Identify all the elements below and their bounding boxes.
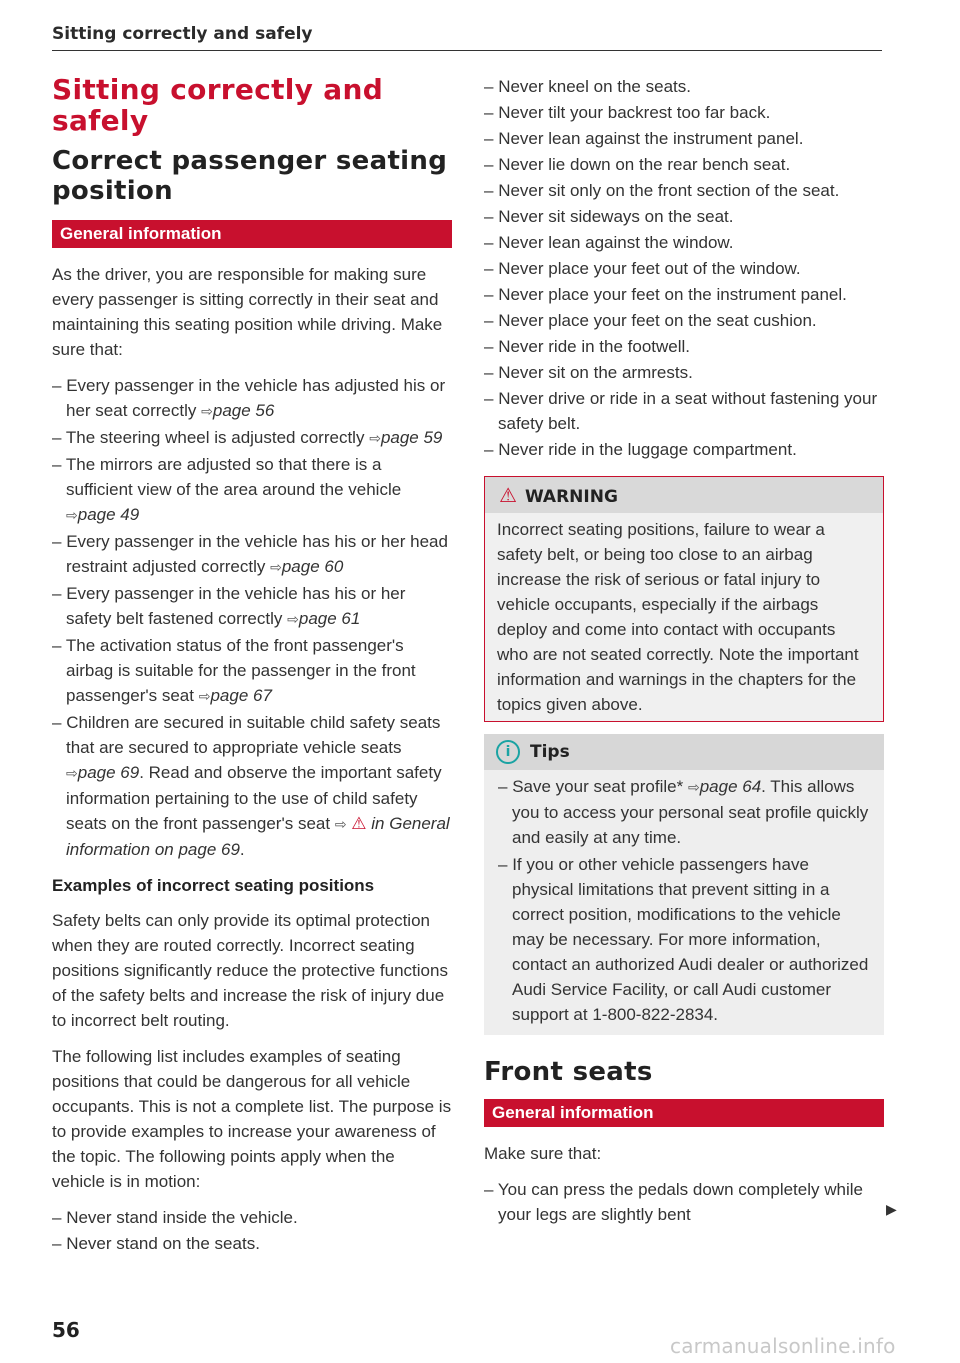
list-item: – Never kneel on the seats. <box>484 74 884 99</box>
page-link[interactable]: ⇨page 59 <box>369 428 443 447</box>
punctuation: . <box>239 840 245 859</box>
warning-link[interactable]: ⇨ ⚠ in General information on page 69 <box>66 814 450 859</box>
list-item: – Never tilt your backrest too far back. <box>484 100 884 125</box>
checklist-text: Every passenger in the vehicle has his or her head restraint adjusted correctly <box>66 532 448 576</box>
list-item: – Never stand inside the vehicle. <box>52 1205 452 1230</box>
list-item: – Never lean against the instrument panel. <box>484 126 884 151</box>
checklist-item-child-seats <box>52 710 452 862</box>
page-link[interactable]: ⇨page 60 <box>270 557 344 576</box>
section-title: Correct passenger seating position <box>52 146 448 206</box>
checklist-text: . Read and observe the important safety information pertaining to the use of child safety seats on the front passenger's seat <box>66 763 442 833</box>
paragraph: The following list includes examples of seating positions that could be dangerous for all vehicle occupants. This is not a complete list. The purpose is to provide examples to increase your awareness of the topic. The following points apply when the vehicle is in motion: <box>52 1047 452 1191</box>
checklist-text: Every passenger in the vehicle has adjusted his or her seat correctly <box>66 376 446 420</box>
checklist-text: The activation status of the front passenger's airbag is suitable for the passenger in the front passenger's seat <box>65 636 416 705</box>
chapter-title: Sitting correctly and safely <box>52 73 384 137</box>
page-link[interactable]: ⇨page 56 <box>201 401 275 420</box>
checklist <box>52 373 452 862</box>
list-item: – Never lie down on the rear bench seat. <box>484 152 884 177</box>
arrow-right-icon: ⇨ <box>270 559 282 575</box>
arrow-right-icon: ⇨ <box>66 507 78 523</box>
list-item: – Never ride in the footwell. <box>484 334 884 359</box>
checklist-item <box>52 425 452 451</box>
arrow-right-icon: ⇨ <box>66 765 78 781</box>
intro-paragraph: As the driver, you are responsible for making sure every passenger is sitting correctly in their seat and maintaining this seating position while driving. Make sure that: <box>52 265 443 359</box>
warning-triangle-icon: ⚠ <box>351 814 367 833</box>
list-item: – Never place your feet on the seat cushion. <box>484 308 884 333</box>
running-header: Sitting correctly and safely <box>52 24 882 51</box>
tips-text: Save your seat profile* <box>512 777 684 796</box>
warning-body <box>485 513 883 721</box>
page-link[interactable]: ⇨page 64 <box>687 777 762 796</box>
checklist-text: The mirrors are adjusted so that there is a sufficient view of the area around the vehicle <box>65 455 402 499</box>
subheading-incorrect-positions: Examples of incorrect seating positions <box>52 876 375 895</box>
watermark: carmanualsonline.info <box>670 1334 896 1358</box>
warning-text: Incorrect seating positions, failure to wear a safety belt, or being too close to an airbag increase the risk of serious or fatal injury to vehicle occupants, especially if the airbags deploy and come into contact with occupants who are not seated correctly. Note the important information and warnings in the chapters for the topics given above. <box>497 520 859 714</box>
intro-paragraph: Make sure that: <box>484 1144 602 1163</box>
subsection-bar: General information <box>52 220 452 248</box>
warning-box <box>484 476 884 722</box>
list-item: – You can press the pedals down completely while your legs are slightly bent <box>484 1177 884 1227</box>
list-item: – Never lean against the window. <box>484 230 884 255</box>
warning-title: WARNING <box>524 487 618 507</box>
warning-triangle-icon: ⚠ <box>499 483 517 507</box>
info-circle-icon: i <box>496 740 520 764</box>
warning-header <box>485 477 883 513</box>
page-link[interactable]: ⇨page 49 <box>66 505 140 524</box>
page-link[interactable]: ⇨page 61 <box>287 609 361 628</box>
tips-item <box>498 774 872 850</box>
never-list <box>484 74 884 462</box>
tips-header <box>484 734 884 770</box>
continue-triangle-icon: ▶ <box>886 1202 897 1218</box>
checklist-text: The steering wheel is adjusted correctly <box>65 428 365 447</box>
page-number: 56 <box>52 1318 80 1342</box>
checklist-text: Every passenger in the vehicle has his or her safety belt fastened correctly <box>66 584 406 628</box>
list-item: – Never sit only on the front section of the seat. <box>484 178 884 203</box>
list-item: – Never drive or ride in a seat without fastening your safety belt. <box>484 386 884 436</box>
arrow-right-icon: ⇨ <box>369 430 381 446</box>
arrow-right-icon: ⇨ <box>201 403 213 419</box>
tips-box <box>484 734 884 1035</box>
tips-item: – If you or other vehicle passengers have physical limitations that prevent sitting in a correct position, modifications to the vehicle may be necessary. For more information, contact an authorized Audi dealer or authorized Audi Service Facility, or call Audi customer support at 1-800-822-2834. <box>498 852 872 1027</box>
right-column <box>484 74 884 1237</box>
page-link[interactable]: ⇨page 69 <box>66 763 140 782</box>
never-list <box>52 1205 452 1256</box>
arrow-right-icon: ⇨ <box>198 688 211 704</box>
checklist-item <box>52 452 452 528</box>
checklist-item <box>52 373 452 424</box>
tips-text: . This allows you to access your personal seat profile quickly and easily at any time. <box>512 777 869 847</box>
tips-body <box>484 770 884 1035</box>
list-item: – Never place your feet on the instrument panel. <box>484 282 884 307</box>
section-title-front-seats: Front seats <box>484 1057 653 1087</box>
checklist <box>484 1177 884 1227</box>
arrow-right-icon: ⇨ <box>687 779 700 795</box>
checklist-text: Children are secured in suitable child safety seats that are secured to appropriate vehicle seats <box>66 713 441 757</box>
list-item: – Never stand on the seats. <box>52 1231 452 1256</box>
subsection-bar: General information <box>484 1099 884 1127</box>
tips-list <box>498 774 872 1027</box>
tips-title: Tips <box>530 742 570 762</box>
list-item: – Never place your feet out of the window. <box>484 256 884 281</box>
arrow-right-icon: ⇨ <box>287 611 299 627</box>
checklist-item <box>52 633 452 709</box>
checklist-item <box>52 581 452 632</box>
arrow-right-icon: ⇨ <box>334 816 347 832</box>
list-item: – Never sit sideways on the seat. <box>484 204 884 229</box>
left-column <box>52 74 452 1266</box>
paragraph: Safety belts can only provide its optimal protection when they are routed correctly. Incorrect seating positions significantly reduce the protective functions of the safety belts and increase the risk of injury due to incorrect belt routing. <box>52 911 448 1030</box>
checklist-item <box>52 529 452 580</box>
list-item: – Never sit on the armrests. <box>484 360 884 385</box>
page-link[interactable]: ⇨page 67 <box>198 686 272 705</box>
list-item: – Never ride in the luggage compartment. <box>484 437 884 462</box>
